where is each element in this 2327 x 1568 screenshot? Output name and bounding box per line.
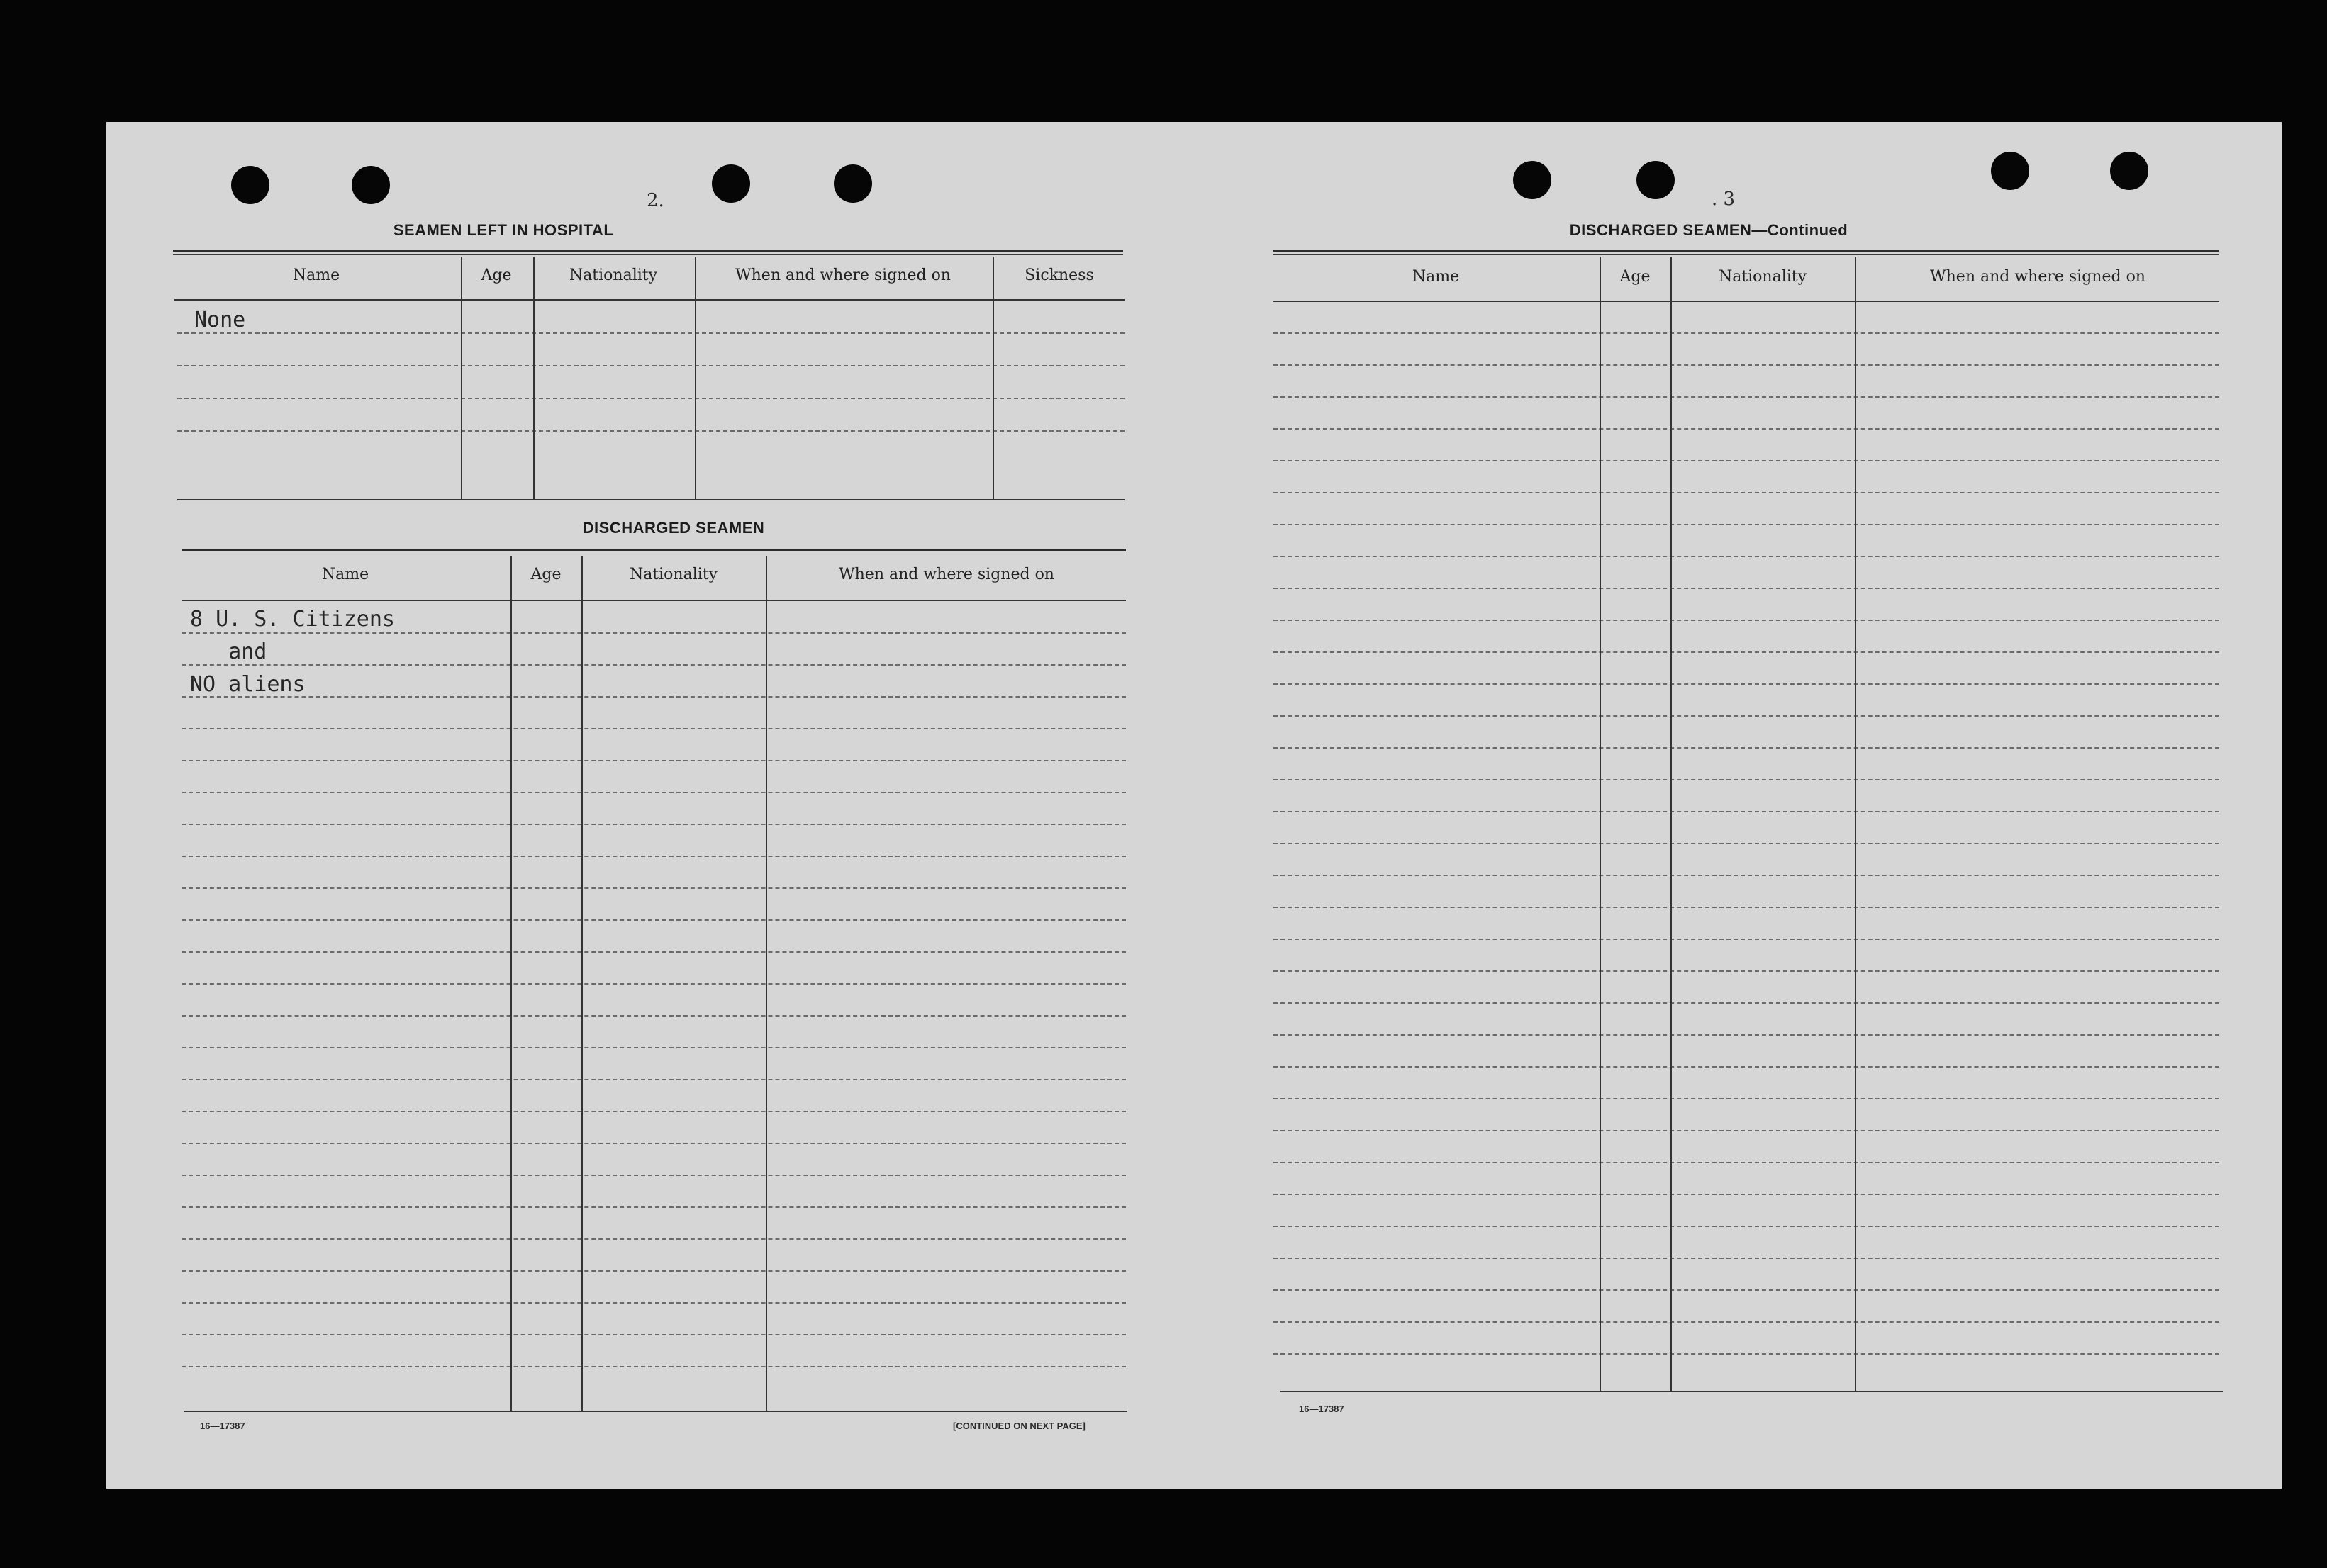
row-line (1273, 683, 2219, 685)
row-line (182, 983, 1126, 985)
row-line (1273, 556, 2219, 557)
row-line (177, 398, 1125, 399)
row-line (182, 919, 1126, 921)
discharged-col-divider (766, 556, 767, 1411)
row-line (1273, 811, 2219, 812)
row-line (1273, 492, 2219, 493)
row-line (182, 1238, 1126, 1240)
discharged-col-name: Name (321, 566, 369, 583)
right-header-rule (1273, 301, 2219, 302)
discharged-bottom-rule (184, 1411, 1127, 1412)
row-line (177, 365, 1125, 366)
row-line (1273, 970, 2219, 972)
row-line (177, 430, 1125, 432)
row-line (182, 951, 1126, 953)
row-line (177, 332, 1125, 334)
row-line (1273, 651, 2219, 653)
discharged-entry: and (190, 639, 267, 664)
hospital-header-rule (174, 299, 1125, 301)
row-line (1273, 524, 2219, 525)
row-line (182, 1111, 1126, 1112)
row-line (1273, 1353, 2219, 1355)
row-line (182, 1334, 1126, 1335)
row-line (1273, 620, 2219, 621)
hospital-bottom-rule (177, 499, 1125, 500)
row-line (1273, 364, 2219, 366)
right-col-signed-on: When and where signed on (1930, 268, 2145, 286)
right-section-title: DISCHARGED SEAMEN—Continued (1569, 221, 1848, 239)
row-line (1273, 1194, 2219, 1195)
row-line (182, 887, 1126, 889)
row-line (1273, 460, 2219, 461)
row-line (182, 1302, 1126, 1304)
row-line (1273, 1226, 2219, 1227)
row-line (1273, 1321, 2219, 1323)
hospital-section-title: SEAMEN LEFT IN HOSPITAL (393, 221, 614, 239)
discharged-header-rule (182, 600, 1126, 601)
right-col-divider (1600, 257, 1601, 1391)
row-line (182, 824, 1126, 825)
hospital-col-age: Age (481, 267, 512, 284)
row-line (1273, 875, 2219, 876)
row-line (1273, 747, 2219, 749)
row-line (1273, 396, 2219, 398)
row-line (1273, 939, 2219, 940)
row-line (1273, 1162, 2219, 1163)
right-col-name: Name (1412, 268, 1460, 286)
row-line (182, 1366, 1126, 1367)
punch-hole-icon (352, 166, 390, 204)
discharged-col-nationality: Nationality (629, 566, 718, 583)
right-bottom-rule (1280, 1391, 2223, 1392)
discharged-entry: NO aliens (190, 672, 306, 697)
row-line (182, 632, 1126, 634)
continued-note: [CONTINUED ON NEXT PAGE] (953, 1421, 1086, 1431)
hospital-col-signed-on: When and where signed on (735, 267, 951, 284)
row-line (1273, 843, 2219, 844)
row-line (1273, 1130, 2219, 1131)
row-line (1273, 1289, 2219, 1291)
punch-hole-icon (712, 164, 750, 203)
right-col-nationality: Nationality (1718, 268, 1807, 286)
hospital-col-nationality: Nationality (569, 267, 658, 284)
punch-hole-icon (834, 164, 872, 203)
discharged-col-divider (510, 556, 512, 1411)
row-line (182, 792, 1126, 793)
row-line (182, 1079, 1126, 1080)
right-page-number: . 3 (1712, 189, 1736, 210)
row-line (182, 1175, 1126, 1176)
row-line (1273, 1098, 2219, 1099)
row-line (182, 760, 1126, 761)
hospital-col-divider (461, 257, 462, 499)
row-line (1273, 907, 2219, 908)
hospital-col-name: Name (292, 267, 340, 284)
discharged-top-rule (182, 549, 1126, 551)
row-line (1273, 1034, 2219, 1036)
hospital-entry: None (194, 308, 246, 332)
row-line (182, 1015, 1126, 1017)
punch-hole-icon (1991, 152, 2029, 190)
discharged-entry: 8 U. S. Citizens (190, 607, 395, 632)
punch-hole-icon (2110, 152, 2148, 190)
right-col-age: Age (1619, 268, 1651, 286)
row-line (182, 696, 1126, 698)
document-sheet (106, 122, 2282, 1489)
row-line (1273, 332, 2219, 334)
row-line (1273, 715, 2219, 717)
left-form-number: 16—17387 (200, 1421, 245, 1431)
row-line (1273, 1258, 2219, 1259)
hospital-col-divider (695, 257, 696, 499)
discharged-col-divider (581, 556, 583, 1411)
row-line (1273, 428, 2219, 430)
punch-hole-icon (1636, 161, 1675, 199)
discharged-col-signed-on: When and where signed on (839, 566, 1054, 583)
left-page-number: 2. (647, 190, 664, 211)
row-line (182, 1206, 1126, 1208)
row-line (182, 1047, 1126, 1048)
row-line (1273, 588, 2219, 589)
row-line (182, 856, 1126, 857)
hospital-col-divider (993, 257, 994, 499)
punch-hole-icon (1513, 161, 1551, 199)
row-line (182, 1270, 1126, 1272)
right-col-divider (1855, 257, 1856, 1391)
right-col-divider (1670, 257, 1672, 1391)
row-line (182, 1143, 1126, 1144)
row-line (182, 728, 1126, 729)
right-top-rule (1273, 250, 2219, 252)
hospital-col-sickness: Sickness (1025, 267, 1094, 284)
hospital-col-divider (533, 257, 535, 499)
row-line (1273, 1066, 2219, 1068)
row-line (182, 664, 1126, 666)
hospital-top-rule (173, 250, 1123, 252)
punch-hole-icon (231, 166, 269, 204)
discharged-col-age: Age (530, 566, 562, 583)
right-form-number: 16—17387 (1299, 1404, 1344, 1414)
row-line (1273, 1002, 2219, 1004)
discharged-section-title: DISCHARGED SEAMEN (582, 519, 765, 537)
row-line (1273, 779, 2219, 780)
